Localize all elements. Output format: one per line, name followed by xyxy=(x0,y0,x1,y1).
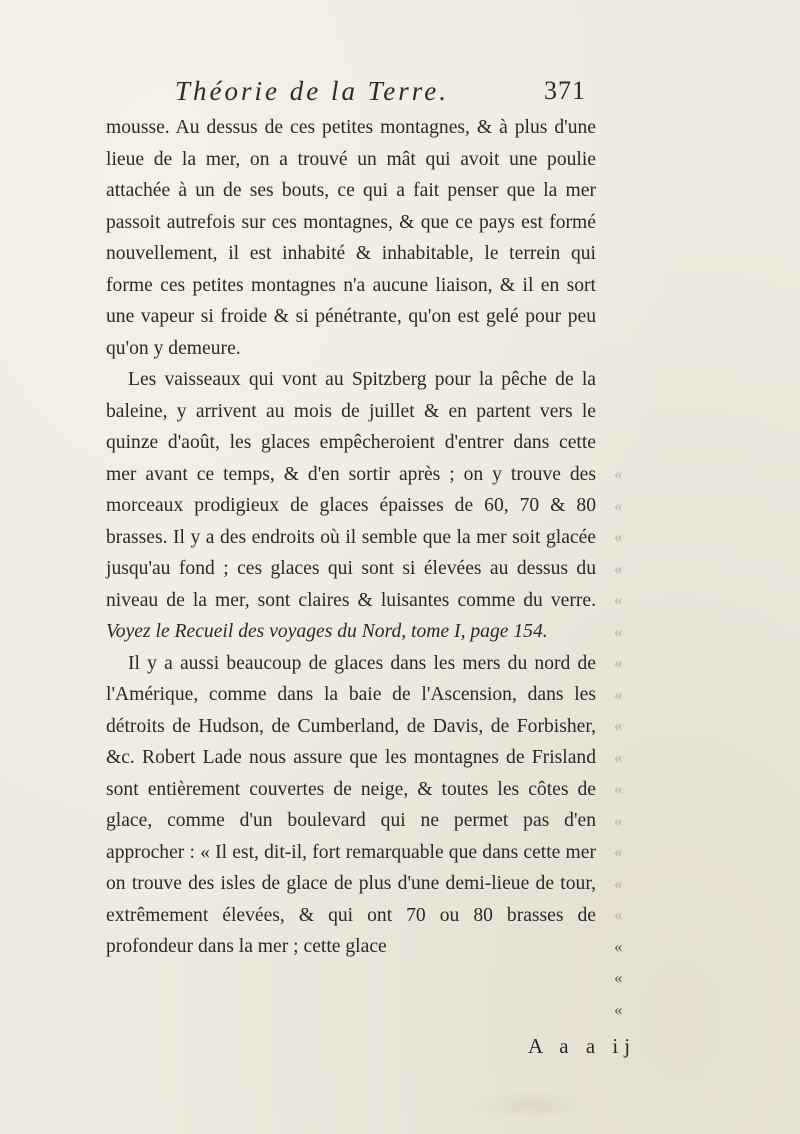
paragraph-2 xyxy=(106,364,596,648)
running-title: Théorie de la Terre. xyxy=(175,76,449,106)
paragraph-1: mousse. Au dessus de ces petites montagnes, & à plus d'une lieue de la mer, on a trouvé un mât qui avoit une poulie attachée à un de ses bouts, ce qui a fait penser que la mer passoit autrefois sur ces montagnes, & que ce pays est formé nouvellement, il est inhabité & inhabitable, le terrein qui forme ces petites montagnes n'a aucune liaison, & il en sort une vapeur si froide & si pénétrante, qu'on est gelé pour peu qu'on y demeure. xyxy=(106,117,596,359)
body-text xyxy=(106,112,596,963)
quote-mark: « xyxy=(614,590,623,609)
page-number: 371 xyxy=(544,76,586,105)
quote-mark: « xyxy=(614,936,623,956)
paragraph-3: Il y a aussi beaucoup de glaces dans les mers du nord de l'Amérique, comme dans la baie de l'Ascension, dans les détroits de Hudson, de Cumberland, de Davis, de Forbisher, &c. Robert Lade nous assure que les montagnes de Frisland sont entièrement couvertes de neige, & toutes les côtes de glace, comme d'un boulevard qui ne permet pas d'en approcher : « Il est, dit-il, fort remarquable que dans cette mer on trouve des isles de glace de plus d'une demi-lieue de tour, extrêmement élevées, & qui ont 70 ou 80 brasses de profondeur dans la mer ; cette glace xyxy=(106,652,596,957)
quote-mark: « xyxy=(614,527,623,546)
quote-mark: « xyxy=(614,873,623,893)
quote-mark: « xyxy=(614,558,623,578)
citation: Voyez le Recueil des voyages du Nord, tome I, page 154. xyxy=(106,621,548,642)
quote-mark: « xyxy=(614,779,623,798)
quote-mark: « xyxy=(614,495,623,515)
quote-mark: « xyxy=(614,968,623,987)
margin-quote-marks xyxy=(614,458,642,1025)
paper-stain xyxy=(470,1090,590,1120)
quote-mark: « xyxy=(614,842,623,861)
quote-mark: « xyxy=(614,716,623,735)
quote-mark: « xyxy=(614,621,623,641)
quote-mark: « xyxy=(614,464,623,483)
quote-mark: « xyxy=(614,684,623,704)
signature-mark: A a a ij xyxy=(528,1034,637,1058)
quote-mark: « xyxy=(614,810,623,830)
quote-mark: « xyxy=(614,999,623,1019)
quote-mark: « xyxy=(614,653,623,672)
quote-mark: « xyxy=(614,747,623,767)
quote-mark: « xyxy=(614,905,623,924)
paragraph-2-text: Les vaisseaux qui vont au Spitzberg pour la pêche de la baleine, y arrivent au mois de juillet & en partent vers le quinze d'août, les glaces empêcheroient d'entrer dans cette mer avant ce temps, & d'en sortir après ; on y trouve des morceaux prodigieux de glaces épaisses de 60, 70 & 80 brasses. Il y a des endroits où il semble que la mer soit glacée jusqu'au fond ; ces glaces qui sont si élevées au dessus du niveau de la mer, sont claires & luisantes comme du verre. xyxy=(106,369,596,611)
